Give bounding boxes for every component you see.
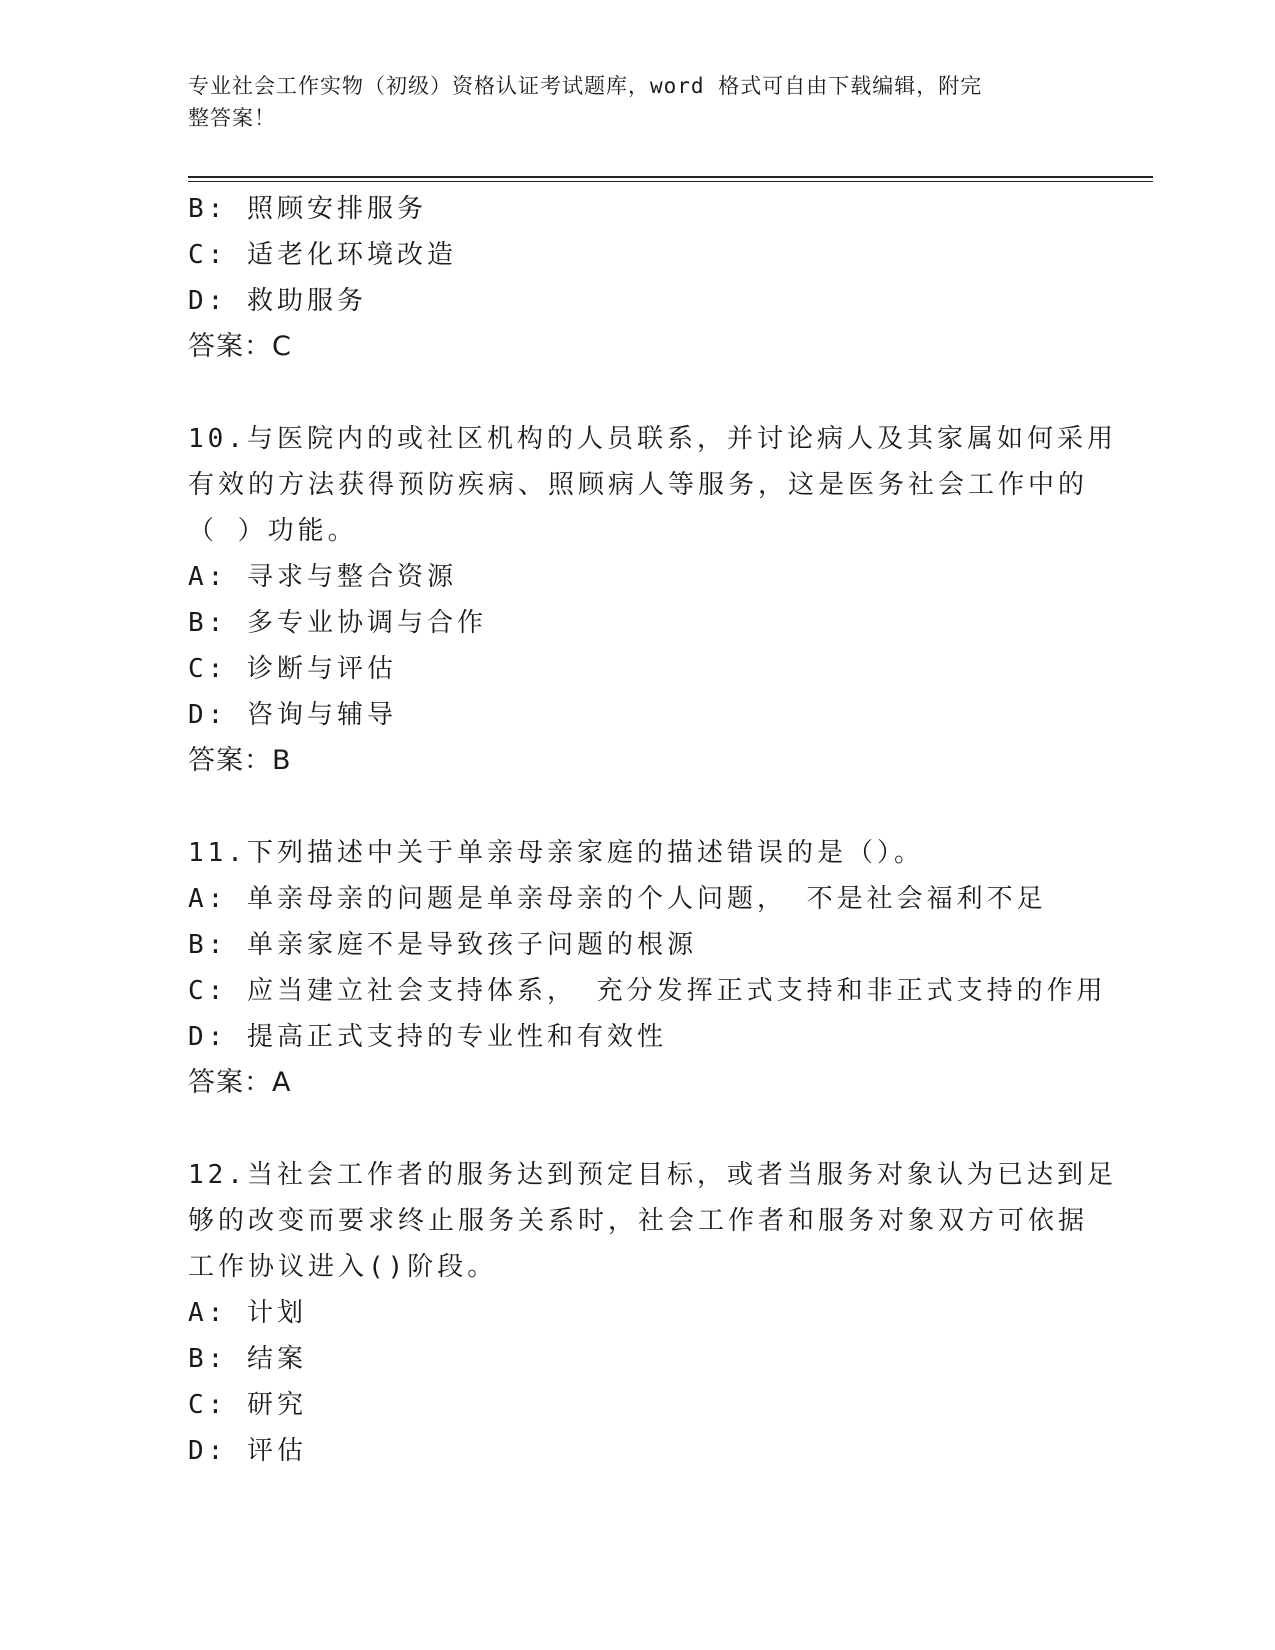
answer: 答案：B: [188, 745, 292, 776]
question-list: [188, 186, 1117, 1474]
option-a: A: 寻求与整合资源: [188, 562, 457, 592]
header-divider-thin: [188, 181, 1153, 182]
question-stem-line: 12.当社会工作者的服务达到预定目标，或者当服务对象认为已达到足: [188, 1160, 1117, 1190]
question-9-tail: [188, 186, 1088, 370]
page-header: [188, 70, 1068, 134]
header-line-1: 专业社会工作实物（初级）资格认证考试题库，word 格式可自由下载编辑，附完: [188, 74, 983, 98]
option-b: B: 多专业协调与合作: [188, 608, 487, 638]
question-stem-line: 够的改变而要求终止服务关系时，社会工作者和服务对象双方可依据: [188, 1206, 1089, 1236]
question-12: [188, 1152, 1117, 1474]
option-c: C: 诊断与评估: [188, 654, 397, 684]
option-c: C: 适老化环境改造: [188, 240, 457, 270]
option-c: C: 应当建立社会支持体系， 充分发挥正式支持和非正式支持的作用: [188, 976, 1107, 1006]
option-b: B: 结案: [188, 1344, 307, 1374]
option-a: A: 单亲母亲的问题是单亲母亲的个人问题， 不是社会福利不足: [188, 884, 1047, 914]
option-b: B: 单亲家庭不是导致孩子问题的根源: [188, 930, 697, 960]
option-b: B: 照顾安排服务: [188, 194, 427, 224]
question-stem-line: 11.下列描述中关于单亲母亲家庭的描述错误的是（）。: [188, 838, 924, 868]
header-line-2: 整答案！: [188, 106, 276, 130]
answer: 答案：C: [188, 331, 292, 362]
question-10: [188, 416, 1117, 784]
option-c: C: 研究: [188, 1390, 307, 1420]
option-d: D: 提高正式支持的专业性和有效性: [188, 1022, 667, 1052]
option-d: D: 咨询与辅导: [188, 700, 397, 730]
question-stem-line: （ ）功能。: [188, 516, 358, 546]
question-stem-line: 工作协议进入()阶段。: [188, 1252, 498, 1282]
question-stem-line: 有效的方法获得预防疾病、照顾病人等服务，这是医务社会工作中的: [188, 470, 1089, 500]
question-11: [188, 830, 1107, 1106]
question-stem-line: 10.与医院内的或社区机构的人员联系，并讨论病人及其家属如何采用: [188, 424, 1117, 454]
option-a: A: 计划: [188, 1298, 307, 1328]
answer: 答案：A: [188, 1067, 292, 1098]
option-d: D: 救助服务: [188, 286, 367, 316]
option-d: D: 评估: [188, 1436, 307, 1466]
header-divider-thick: [188, 176, 1153, 178]
